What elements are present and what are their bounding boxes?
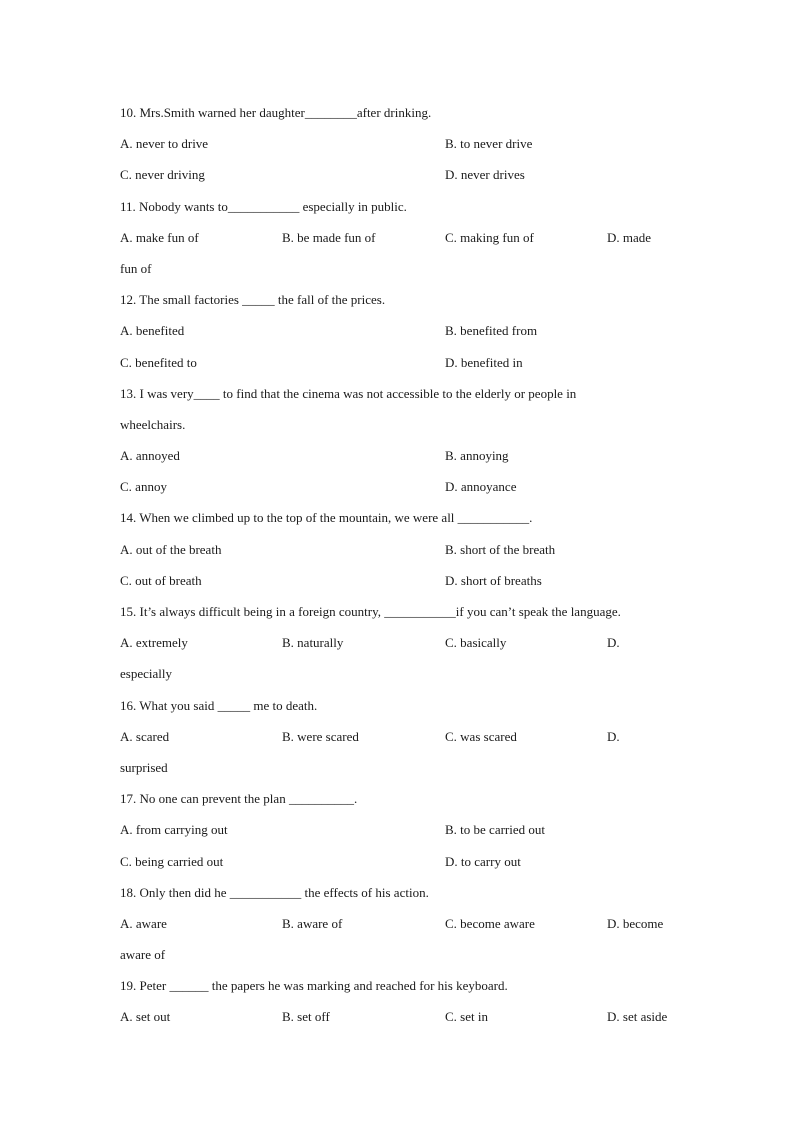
option-row	[120, 908, 680, 939]
option-row	[120, 565, 680, 596]
option-b: B. benefited from	[445, 323, 538, 339]
option-row	[120, 1001, 680, 1032]
option-wrap: aware of	[120, 947, 166, 963]
option-a: A. benefited	[120, 323, 185, 339]
option-c: C. benefited to	[120, 354, 197, 370]
option-d: D. set aside	[607, 1009, 668, 1025]
option-d: D. become	[607, 915, 664, 931]
option-row	[120, 471, 680, 502]
question-stem: 12. The small factories _____ the fall of the prices.	[120, 292, 386, 308]
option-d: D. annoyance	[445, 479, 517, 495]
option-d: D.	[607, 635, 620, 651]
question-stem: 10. Mrs.Smith warned her daughter________after drinking.	[120, 105, 432, 120]
option-d: D. made	[607, 229, 652, 245]
option-c: C. being carried out	[120, 853, 224, 869]
question-stem: 16. What you said _____ me to death.	[120, 697, 318, 713]
option-row	[120, 440, 680, 471]
option-d: D.	[607, 728, 620, 744]
option-wrap: surprised	[120, 759, 168, 775]
option-a: A. extremely	[120, 635, 188, 651]
question-stem: 17. No one can prevent the plan __________.	[120, 791, 358, 807]
question-stem: 13. I was very____ to find that the cinema was not accessible to the elderly or people in	[120, 385, 577, 401]
option-d: D. never drives	[445, 167, 525, 183]
option-a: A. scared	[120, 728, 170, 744]
option-wrap: fun of	[120, 260, 152, 276]
option-c: C. out of breath	[120, 572, 202, 588]
question-stem-wrap: wheelchairs.	[120, 416, 186, 432]
option-a: A. out of the breath	[120, 541, 222, 557]
question-stem: 19. Peter ______ the papers he was marking and reached for his keyboard.	[120, 978, 508, 994]
option-b: B. to never drive	[445, 136, 533, 152]
option-row	[120, 159, 680, 190]
option-a: A. set out	[120, 1009, 171, 1025]
option-b: B. to be carried out	[445, 822, 545, 838]
question-stem: 11. Nobody wants to___________ especially in public.	[120, 198, 407, 214]
option-d: D. benefited in	[445, 354, 523, 370]
option-a: A. aware	[120, 915, 167, 931]
question-stem: 14. When we climbed up to the top of the mountain, we were all ___________.	[120, 510, 533, 526]
option-b: B. were scared	[282, 728, 359, 744]
option-c: C. basically	[445, 635, 507, 651]
option-c: C. become aware	[445, 915, 535, 931]
option-row	[120, 627, 680, 658]
option-wrap: especially	[120, 666, 172, 682]
option-row	[120, 721, 680, 752]
option-row	[120, 347, 680, 378]
option-a: A. from carrying out	[120, 822, 228, 838]
option-row	[120, 315, 680, 346]
option-b: B. set off	[282, 1009, 330, 1025]
option-b: B. aware of	[282, 915, 343, 931]
option-c: C. making fun of	[445, 229, 534, 245]
option-a: A. annoyed	[120, 448, 180, 464]
option-a: A. never to drive	[120, 136, 209, 152]
option-row	[120, 128, 680, 159]
option-b: B. naturally	[282, 635, 344, 651]
option-b: B. annoying	[445, 448, 509, 464]
option-d: D. short of breaths	[445, 572, 542, 588]
option-c: C. never driving	[120, 167, 205, 183]
option-row	[120, 814, 680, 845]
option-c: C. annoy	[120, 479, 167, 495]
option-c: C. set in	[445, 1009, 488, 1025]
option-row	[120, 534, 680, 565]
option-c: C. was scared	[445, 728, 517, 744]
option-row	[120, 222, 680, 253]
question-stem: 15. It’s always difficult being in a foreign country, ___________if you can’t speak the language.	[120, 604, 621, 619]
option-a: A. make fun of	[120, 229, 199, 245]
option-b: B. be made fun of	[282, 229, 376, 245]
option-row	[120, 846, 680, 877]
quiz-page	[120, 97, 680, 1033]
option-b: B. short of the breath	[445, 541, 556, 557]
question-stem: 18. Only then did he ___________ the effects of his action.	[120, 884, 429, 900]
option-d: D. to carry out	[445, 853, 521, 869]
